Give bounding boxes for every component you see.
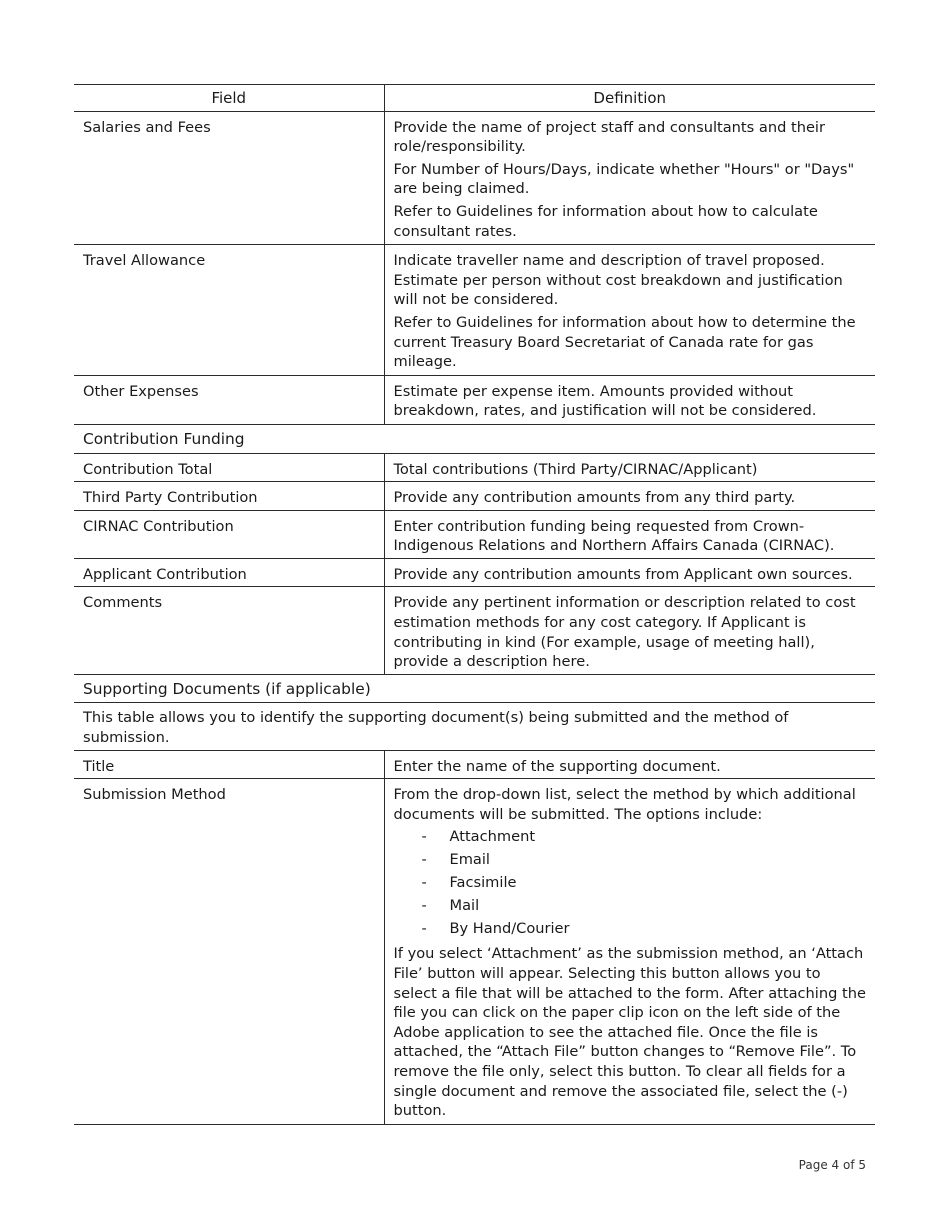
- section-title-contribution-funding: Contribution Funding: [74, 424, 875, 453]
- header-definition: Definition: [384, 85, 875, 112]
- list-item: [394, 850, 867, 873]
- dash-bullet: -: [421, 896, 427, 914]
- header-field: Field: [74, 85, 384, 112]
- definition-paragraph: Refer to Guidelines for information about how to calculate consultant rates.: [393, 202, 818, 240]
- section-row: [74, 674, 875, 703]
- table-header-row: [74, 85, 875, 112]
- table-row: [74, 750, 875, 779]
- option-label: Attachment: [449, 828, 536, 846]
- submission-options-list: [394, 827, 867, 941]
- option-label: Facsimile: [449, 874, 517, 891]
- field-name: Submission Method: [74, 779, 384, 1125]
- definition-paragraph: From the drop-down list, select the method by which additional documents will be submitted. The options include:: [393, 786, 856, 823]
- dash-bullet: -: [421, 874, 427, 891]
- field-definition: Provide any contribution amounts from Applicant own sources.: [384, 558, 875, 587]
- field-definition: Enter contribution funding being requested from Crown-Indigenous Relations and Northern Affairs Canada (CIRNAC).: [384, 510, 875, 558]
- field-name: Contribution Total: [74, 453, 384, 482]
- list-item: [394, 827, 867, 850]
- option-label: Mail: [449, 896, 480, 914]
- section-title-supporting-documents: Supporting Documents (if applicable): [74, 674, 875, 703]
- table-row: [74, 245, 875, 376]
- definition-paragraph: If you select ‘Attachment’ as the submission method, an ‘Attach File’ button will appear. Selecting this button allows you to select a file that will be attached to the form. After attaching the file you can click on the paper clip icon on the left side of the Adobe application to see the attached file. Once the file is attached, the “Attach File” button changes to “Remove File”. To remove the file only, select this button. To clear all fields for a single document and remove the associated file, select the (-) button.: [393, 945, 866, 1120]
- field-definition: [384, 111, 875, 245]
- field-definition: Provide any contribution amounts from any third party.: [384, 482, 875, 511]
- field-name: Salaries and Fees: [74, 111, 384, 245]
- table-row: [74, 453, 875, 482]
- dash-bullet: -: [421, 828, 427, 846]
- field-name: Other Expenses: [74, 375, 384, 424]
- list-item: [394, 919, 867, 942]
- section-row: [74, 424, 875, 453]
- field-definition: [384, 779, 875, 1125]
- field-name: CIRNAC Contribution: [74, 510, 384, 558]
- definition-paragraph: Estimate per expense item. Amounts provided without breakdown, rates, and justification will not be considered.: [393, 382, 817, 420]
- definition-paragraph: Provide the name of project staff and consultants and their role/responsibility.: [393, 118, 825, 156]
- table-row: [74, 482, 875, 511]
- definition-paragraph: Refer to Guidelines for information about how to determine the current Treasury Board Secretariat of Canada rate for gas mileage.: [393, 313, 856, 371]
- table-row: [74, 779, 875, 1125]
- table-row: [74, 587, 875, 674]
- table-row: [74, 558, 875, 587]
- list-item: [394, 873, 867, 896]
- list-item: [394, 896, 867, 919]
- page-number: Page 4 of 5: [798, 1158, 866, 1172]
- field-name: Title: [74, 750, 384, 779]
- supporting-documents-intro: This table allows you to identify the supporting document(s) being submitted and the method of submission.: [74, 703, 875, 750]
- field-name: Comments: [74, 587, 384, 674]
- field-definition-table: [74, 84, 875, 1125]
- dash-bullet: -: [421, 919, 427, 937]
- table-row: [74, 375, 875, 424]
- field-definition: Enter the name of the supporting document.: [384, 750, 875, 779]
- field-name: Third Party Contribution: [74, 482, 384, 511]
- section-intro-row: [74, 703, 875, 750]
- field-definition: [384, 375, 875, 424]
- field-name: Travel Allowance: [74, 245, 384, 376]
- table-row: [74, 111, 875, 245]
- option-label: By Hand/Courier: [449, 919, 570, 937]
- table-row: [74, 510, 875, 558]
- field-name: Applicant Contribution: [74, 558, 384, 587]
- field-definition: Provide any pertinent information or description related to cost estimation methods for any cost category. If Applicant is contributing in kind (For example, usage of meeting hall), provide a description here.: [384, 587, 875, 674]
- definition-paragraph: Indicate traveller name and description of travel proposed. Estimate per person without cost breakdown and justification will not be considered.: [393, 252, 843, 309]
- option-label: Email: [449, 851, 490, 869]
- definition-paragraph: For Number of Hours/Days, indicate whether "Hours" or "Days" are being claimed.: [393, 160, 855, 198]
- field-definition: Total contributions (Third Party/CIRNAC/Applicant): [384, 453, 875, 482]
- dash-bullet: -: [421, 851, 427, 869]
- field-definition: [384, 245, 875, 376]
